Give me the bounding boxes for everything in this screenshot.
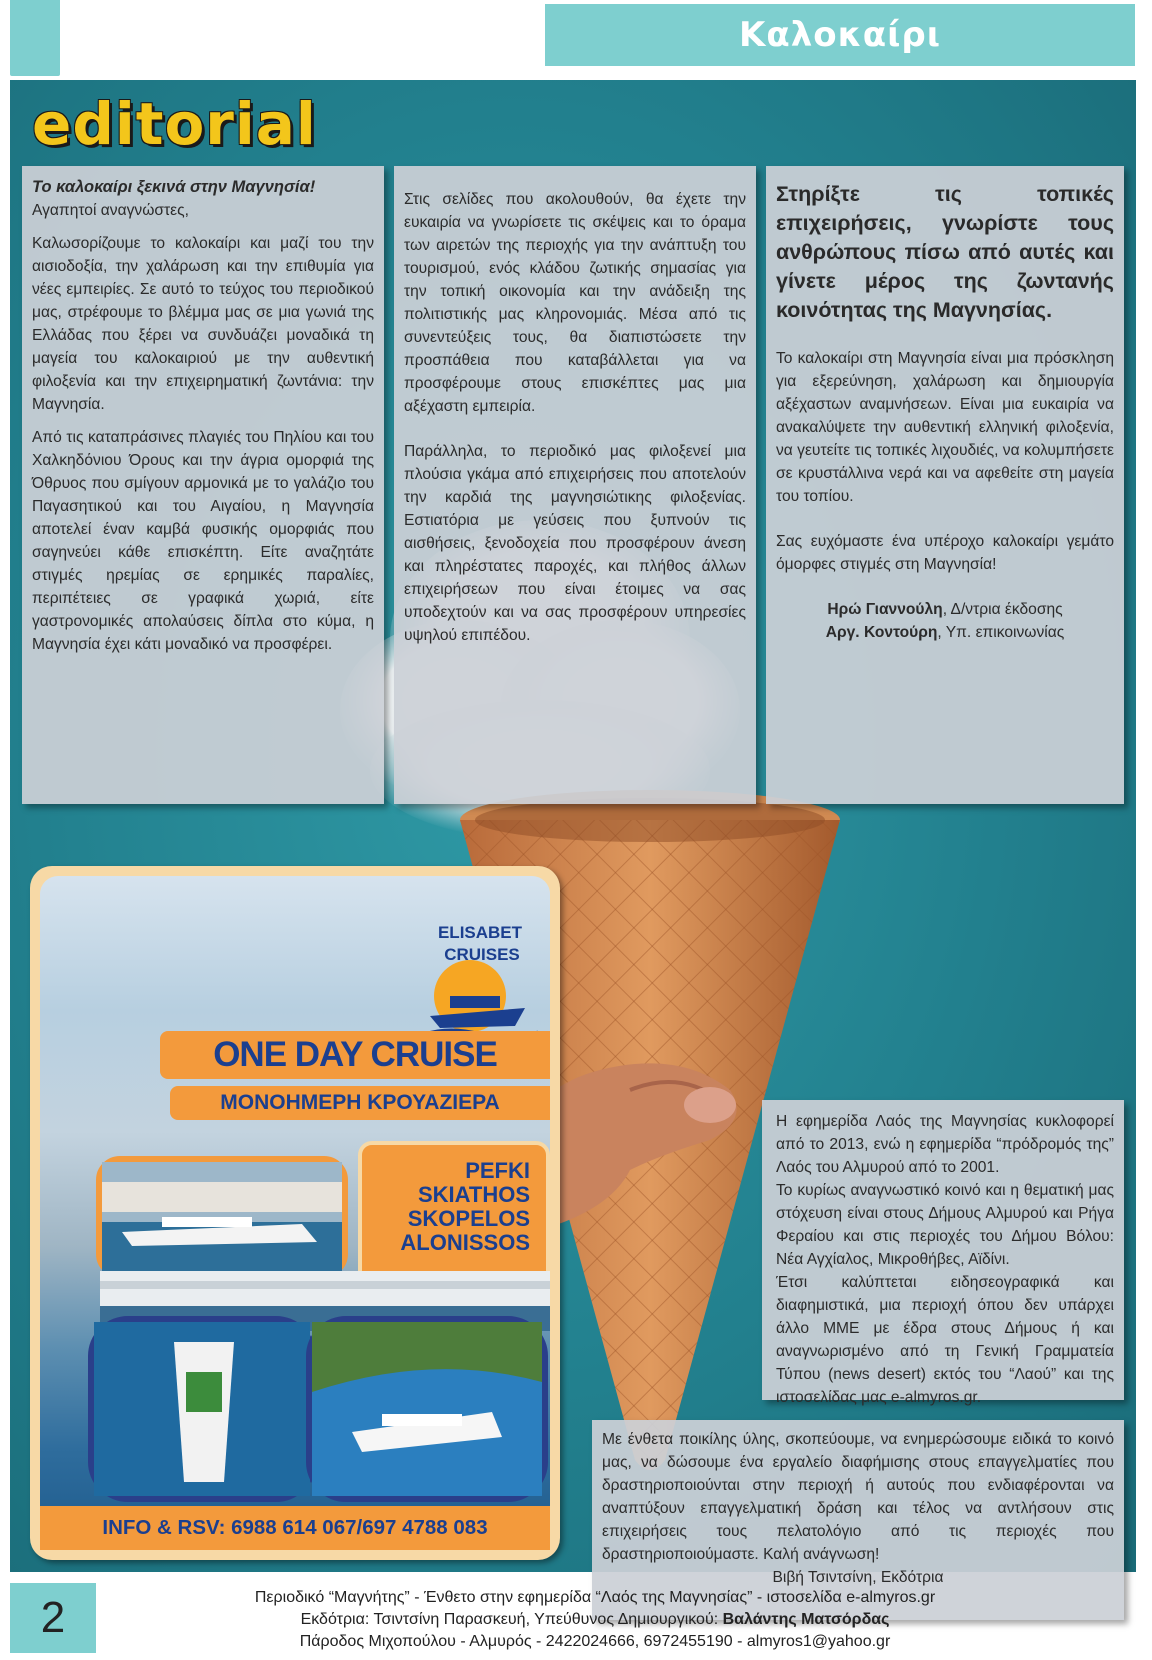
editorial-headline: Στηρίξτε τις τοπικές επιχειρήσεις, γνωρίστε τους ανθρώπους πίσω από αυτές και γίνετε μέρος της ζωντανής κοινότητας της Μαγνησίας. <box>776 182 1114 322</box>
ad-photo-harbor <box>96 1156 348 1278</box>
cruise-advertisement <box>30 866 560 1560</box>
footer-line-1: Περιοδικό “Μαγνήτης” - Ένθετο στην εφημερίδα “Λαός της Μαγνησίας” - ιστοσελίδα e-almyros.gr <box>254 1589 936 1606</box>
signature-2-name: Αργ. Κοντούρη <box>825 624 938 641</box>
editorial-paragraph: Το καλοκαίρι στη Μαγνησία είναι μια πρόσκληση για εξερεύνηση, χαλάρωση και δημιουργία αξέχαστων αναμνήσεων. Είναι μια ευκαιρία να ανακαλύψετε την αυθεντική ελληνική φιλοξενία, να γευτείτε τις τοπικές λιχουδιές, να κολυμπήσετε σε κρυστάλλινα νερά και να αφεθείτε στη μαγεία του τοπίου. <box>776 350 1114 505</box>
about-paragraph: Η εφημερίδα Λαός της Μαγνησίας κυκλοφορεί από το 2013, ενώ η εφημερίδα “πρόδρομός της” Λαός του Αλμυρού από το 2001. <box>776 1113 1114 1176</box>
signature-2-role: , Υπ. επικοινωνίας <box>937 624 1065 641</box>
section-tab <box>545 4 1135 66</box>
editorial-paragraph: Καλωσορίζουμε το καλοκαίρι και μαζί του την αισιοδοξία, την χαλάρωση και την επιθυμία για νέες εμπειρίες. Σε αυτό το τεύχος του περιοδικού μας, στρέφουμε το βλέμμα μας σε μια γωνιά της Ελλάδας που ξέρει να συνδυάζει μοναδικά τη μαγεία του καλοκαιριού με την αυθεντική φιλοξενία και την επιχειρηματική ζωντάνια: την Μαγνησία. <box>32 235 374 413</box>
destination: ALONISSOS <box>400 1230 530 1255</box>
signature-1-name: Ηρώ Γιαννούλη <box>827 601 943 618</box>
ad-info-text: INFO & RSV: 6988 614 067/697 4788 083 <box>102 1516 488 1539</box>
editorial-paragraph: Από τις καταπράσινες πλαγιές του Πηλίου και του Χαλκηδόνιου Όρους και την άγρια ομορφιά της Όθρυος που σμίγουν αρμονικά με το γαλάζιο του Παγασητικού και του Αιγαίου, η Μαγνησία αποτελεί έναν καμβά φυσικής ομορφιάς που σαγηνεύει κάθε επισκέπτη. Είτε αναζητάτε στιγμές ηρεμίας σε ερημικές παραλίες, περιπέτειες σε γραφικά χωριά, είτε γαστρονομικές απολαύσεις δίπλα στο κύμα, η Μαγνησία έχει κάτι μοναδικό να προσφέρει. <box>32 429 374 653</box>
hero-background <box>10 80 1136 1586</box>
destination: SKIATHOS <box>417 1182 530 1207</box>
destination: SKOPELOS <box>407 1206 530 1231</box>
ad-photo-ship-aerial <box>88 1316 316 1502</box>
editorial-column-1 <box>22 166 384 804</box>
ad-panel <box>40 876 550 1550</box>
footer <box>105 1587 1085 1653</box>
ad-info-bar <box>40 1506 550 1550</box>
logo-text-1: ELISABET <box>437 923 523 942</box>
signature-1-role: , Δ/ντρια έκδοσης <box>942 601 1063 618</box>
ad-banner <box>160 1031 550 1079</box>
signature-2 <box>776 621 1114 644</box>
destinations-box <box>358 1141 550 1289</box>
editorial-paragraph: Σας ευχόμαστε ένα υπέροχο καλοκαίρι γεμάτο όμορφες στιγμές στη Μαγνησία! <box>776 533 1114 573</box>
editorial-paragraph: Στις σελίδες που ακολουθούν, θα έχετε την ευκαιρία να γνωρίσετε τις σκέψεις και το όραμα των αιρετών της περιοχής για την ανάπτυξη του τουρισμού, ενός κλάδου ζωτικής σημασίας για την τοπική οικονομία και την ανάδειξη της πολιτιστικής μας κληρονομιάς. Μέσα από τις συνεντεύξεις τους, θα διαπιστώσετε την προσπάθεια που καταβάλλεται για να προσφέρουμε στους επισκέπτες μας μια αξέχαστη εμπειρία. <box>404 191 746 415</box>
footer-line-2-text: Εκδότρια: Τσιντσίνη Παρασκευή, Υπεύθυνος Δημιουργικού: <box>300 1611 723 1628</box>
footer-line-3: Πάροδος Μιχοπούλου - Αλμυρός - 2422024666, 6972455190 - almyros1@yahoo.gr <box>299 1633 891 1650</box>
editorial-title: editorial <box>32 90 317 158</box>
footer-designer: Βαλάντης Ματσόρδας <box>722 1611 890 1628</box>
publisher-paragraph: Με ένθετα ποικίλης ύλης, σκοπεύουμε, να ενημερώσουμε ειδικά το κοινό μας, να δώσουμε ένα εργαλείο διαφήμισης στους επαγγελματίες που δραστηριοποιούνται στην περιοχή ή αυτούς που ενδιαφέρονται να αναπτύξουν επαγγελματική δράση και τέλος να αντλήσουν στις επιχειρήσεις τους πελατολόγιο από τις περιοχές που δραστηριοποιούμαστε. Καλή ανάγνωση! <box>602 1431 1114 1563</box>
cruise-logo <box>420 916 540 1046</box>
logo-text-2: CRUISES <box>444 945 520 964</box>
footer-line-2 <box>105 1609 1085 1631</box>
editorial-column-3 <box>766 166 1124 804</box>
ad-photo-ship-cove <box>306 1316 548 1502</box>
about-newspaper-box <box>762 1100 1124 1406</box>
about-paragraph: Το κυρίως αναγνωστικό κοινό και η θεματική μας στόχευση είναι στους Δήμους Αλμυρού και Ρήγα Φεραίου και στις περιοχές του Δήμου Βόλου: Νέα Αγχίαλος, Μικροθήβες, Αϊδίνι. <box>776 1182 1114 1268</box>
page-number-text: 2 <box>40 1593 66 1642</box>
editorial-lead: Το καλοκαίρι ξεκινά στην Μαγνησία! <box>32 178 316 196</box>
editorial-paragraph: Παράλληλα, το περιοδικό μας φιλοξενεί μια πλούσια γκάμα από επιχειρήσεις που αποτελούν την καρδιά της μαγνησιώτικης φιλοξενίας. Εστιατόρια με γεύσεις που ξυπνούν τις αισθήσεις, ξενοδοχεία που προσφέρουν άνεση και πληρέστατες παροχές, και πλήθος άλλων επιχειρήσεων που είναι έτοιμες να σας υποδεχτούν και να σας προσφέρουν υπηρεσίες υψηλού επιπέδου. <box>404 443 746 644</box>
destination: PEFKI <box>465 1158 530 1183</box>
editorial-greeting: Αγαπητοί αναγνώστες, <box>32 202 189 219</box>
page-number <box>10 1583 96 1653</box>
ad-banner-text: ONE DAY CRUISE <box>213 1035 497 1074</box>
about-paragraph: Έτσι καλύπτεται ειδησεογραφικά και διαφημιστικά, μια περιοχή όπου δεν υπάρχει άλλο ΜΜΕ με έδρα στους Δήμους ή και αναγνωρισμένο από τη Γενική Γραμματεία Τύπου (news desert) εκτός του “Λαού” και της ιστοσελίδας μας e-almyros.gr. <box>776 1274 1114 1406</box>
signature-1 <box>776 598 1114 621</box>
publisher-signature: Βιβή Τσιντσίνη, Εκδότρια <box>772 1569 944 1586</box>
ad-subbanner-text: ΜΟΝΟΗΜΕΡΗ ΚΡΟΥΑΖΙΕΡΑ <box>220 1091 500 1114</box>
section-title: Καλοκαίρι <box>739 15 941 55</box>
ad-subbanner <box>170 1086 550 1120</box>
editorial-column-2 <box>394 166 756 804</box>
header-left-tab <box>10 0 60 76</box>
destinations-list <box>400 1159 530 1255</box>
